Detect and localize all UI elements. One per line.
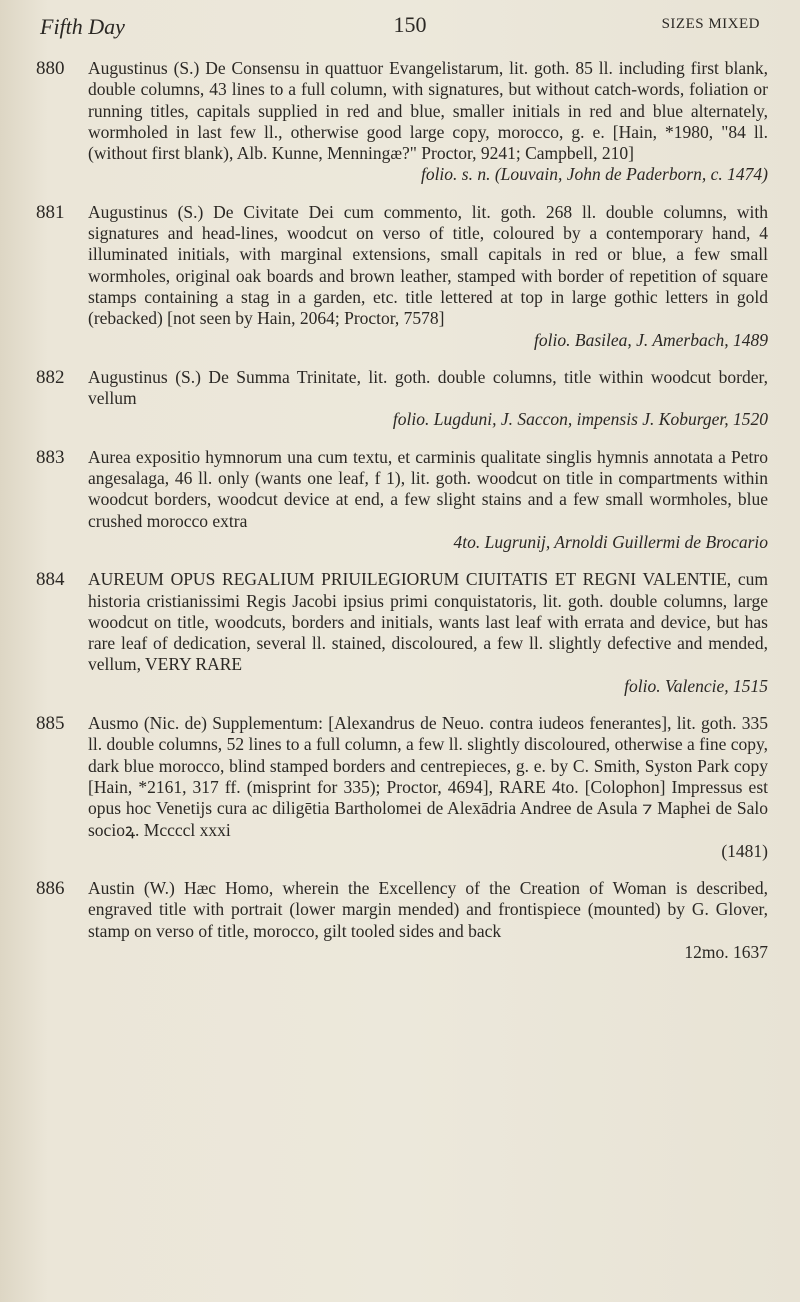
lot-entry — [0, 569, 800, 697]
lot-entry — [0, 202, 800, 351]
lot-description — [88, 202, 768, 351]
lot-imprint: folio. Lugduni, J. Saccon, impensis J. Koburger, 1520 — [392, 409, 768, 430]
lot-text: Augustinus (S.) De Consensu in quattuor Evangelistarum, lit. goth. 85 ll. including first blank, double columns, 43 lines to a full column, with signatures, but without catch-words, foliation or running titles, capitals supplied in red and blue, smaller initials in red and blue alternately, wormholed in last few ll., otherwise good large copy, morocco, g. e. [Hain, *1980, "84 ll. (without first blank), Alb. Kunne, Menningæ?" Proctor, 9241; Campbell, 210] — [88, 58, 768, 164]
lot-number: 883 — [36, 446, 65, 468]
lot-description — [88, 878, 768, 963]
lot-description — [88, 569, 768, 697]
lot-number: 881 — [36, 201, 65, 223]
lot-text: Aurea expositio hymnorum una cum textu, et carminis qualitate singlis hymnis annotata a Petro angesalaga, 46 ll. only (wants one leaf, f 1), lit. goth. woodcut on title in compartments within woodcut borders, woodcut device at end, a few slight stains and a few small wormholes, blue crushed morocco extra — [88, 446, 768, 531]
lot-text: Augustinus (S.) De Civitate Dei cum commento, lit. goth. 268 ll. double columns, with signatures and head-lines, woodcut on verso of title, coloured by a contemporary hand, 4 illuminated initials, with marginal extensions, small capitals in red or blue, a few small wormholes, original oak boards and brown leather, stamped with border of repetition of square stamps containing a stag in a garden, etc. title lettered at top in large gothic letters in gold (rebacked) [not seen by Hain, 2064; Proctor, 7578] — [88, 201, 768, 329]
section-title: SIZES MIXED — [661, 16, 760, 32]
page-header — [40, 10, 760, 44]
lot-imprint: folio. Basilea, J. Amerbach, 1489 — [534, 329, 768, 350]
lot-entry — [0, 713, 800, 862]
lot-entry — [0, 878, 800, 963]
lot-number: 884 — [36, 569, 65, 591]
lot-list — [0, 58, 800, 979]
lot-imprint: 12mo. 1637 — [684, 941, 768, 962]
lot-description — [88, 367, 768, 431]
lot-description — [88, 58, 768, 186]
running-head: Fifth Day — [40, 14, 125, 39]
lot-description — [88, 713, 768, 862]
lot-number: 885 — [36, 713, 65, 735]
lot-description — [88, 447, 768, 553]
lot-text: Augustinus (S.) De Summa Trinitate, lit. goth. double columns, title within woodcut border, vellum — [88, 366, 768, 409]
page-number: 150 — [393, 12, 427, 37]
lot-text: Austin (W.) Hæc Homo, wherein the Excellency of the Creation of Woman is described, engraved title with portrait (lower margin mended) and frontispiece (mounted) by G. Glover, stamp on verso of title, morocco, gilt tooled sides and back — [88, 878, 768, 941]
lot-imprint: folio. s. n. (Louvain, John de Paderborn, c. 1474) — [420, 164, 768, 185]
lot-entry — [0, 447, 800, 553]
lot-number: 886 — [36, 878, 65, 900]
lot-imprint: (1481) — [721, 840, 768, 861]
lot-text: Ausmo (Nic. de) Supplementum: [Alexandrus de Neuo. contra iudeos fenerantes], lit. goth. 335 ll. double columns, 52 lines to a full column, a few ll. slightly discoloured, otherwise a fine copy, dark blue morocco, blind stamped borders and centrepieces, g. e. by C. Smith, Syston Park copy [Hain, *2161, 317 ff. (misprint for 335); Proctor, 4694], RARE 4to. [Colophon] Impressus est opus hoc Venetijs cura ac diligētia Bartholomei de Alexādria Andree de Asula ⁊ Maphei de Salo socioꝝ. Mccccl xxxi — [88, 713, 768, 840]
lot-text: AUREUM OPUS REGALIUM PRIUILEGIORUM CIUITATIS ET REGNI VALENTIE, cum historia cristianissimi Regis Jacobi ipsius primi conquistatoris, lit. goth. double columns, large woodcut on title, woodcuts, borders and initials, wants last leaf with errata and device, but has rare leaf of dedication, several ll. stained, discoloured, a few ll. slightly defective and mended, vellum, VERY RARE — [88, 569, 768, 675]
lot-number: 880 — [36, 58, 65, 79]
lot-entry — [0, 58, 800, 186]
lot-entry — [0, 367, 800, 431]
lot-imprint: folio. Valencie, 1515 — [624, 675, 768, 696]
lot-number: 882 — [36, 366, 65, 388]
lot-imprint: 4to. Lugrunij, Arnoldi Guillermi de Brocario — [453, 531, 768, 552]
